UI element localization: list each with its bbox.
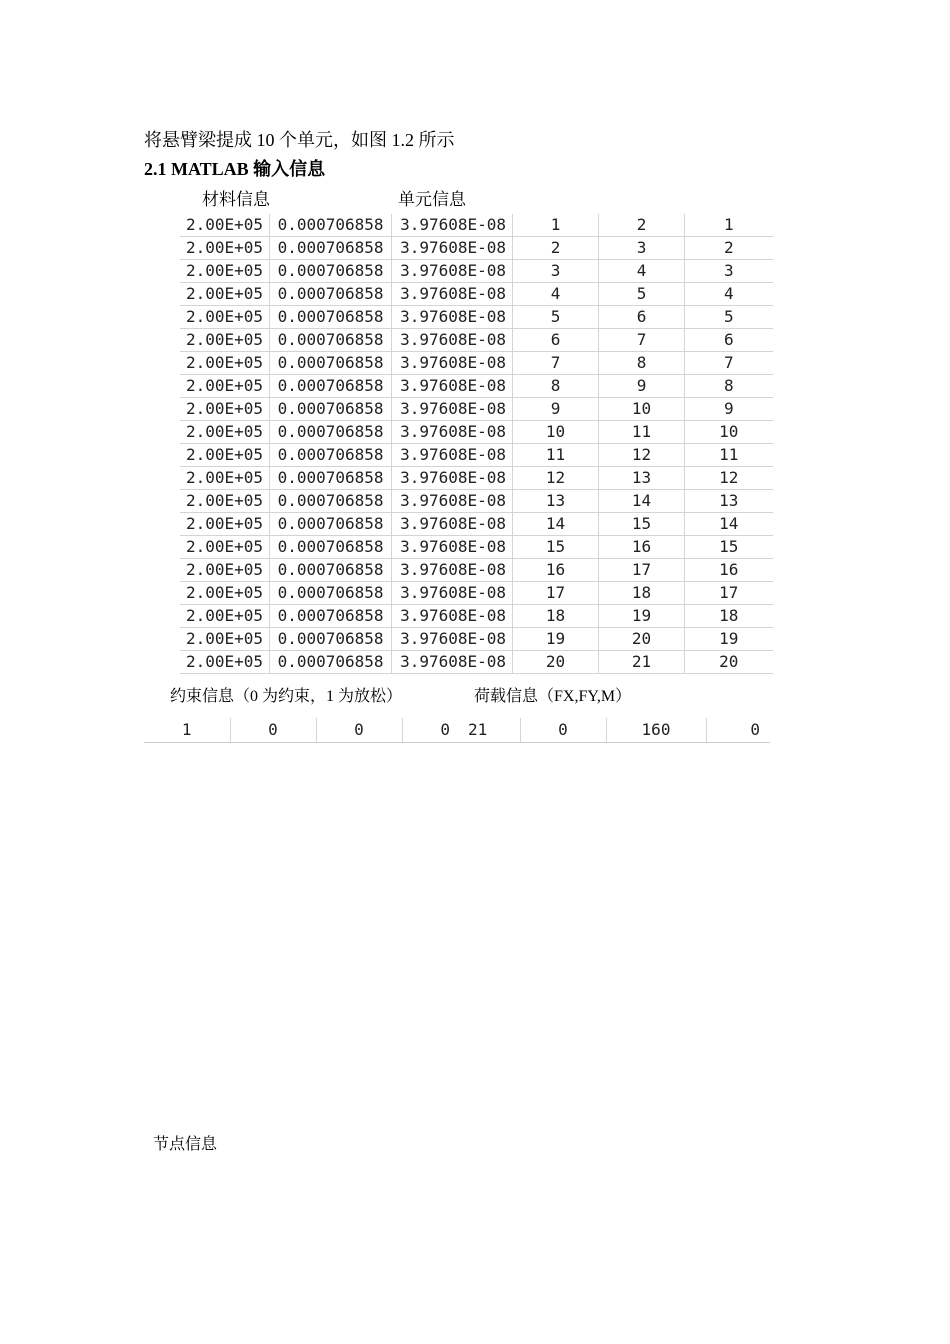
table-cell: 8 bbox=[513, 375, 599, 398]
table-cell: 13 bbox=[685, 490, 773, 513]
table-cell: 0.000706858 bbox=[270, 628, 392, 651]
table-cell: 0.000706858 bbox=[270, 421, 392, 444]
table-row bbox=[180, 283, 773, 306]
table-cell: 3 bbox=[685, 260, 773, 283]
constraint-row bbox=[144, 718, 488, 743]
table-cell: 8 bbox=[599, 352, 685, 375]
table-row bbox=[180, 260, 773, 283]
table-cell: 0.000706858 bbox=[270, 467, 392, 490]
table-cell: 3.97608E-08 bbox=[392, 214, 513, 237]
constraint-cell: 0 bbox=[230, 718, 316, 743]
table-cell: 3.97608E-08 bbox=[392, 444, 513, 467]
table-cell: 15 bbox=[685, 536, 773, 559]
constraint-cell: 1 bbox=[144, 718, 230, 743]
table-cell: 3.97608E-08 bbox=[392, 329, 513, 352]
table-cell: 3.97608E-08 bbox=[392, 628, 513, 651]
table-cell: 3.97608E-08 bbox=[392, 467, 513, 490]
element-info-label: 单元信息 bbox=[398, 190, 466, 209]
table-cell: 3.97608E-08 bbox=[392, 398, 513, 421]
table-cell: 2.00E+05 bbox=[180, 444, 270, 467]
table-cell: 14 bbox=[599, 490, 685, 513]
table-cell: 0.000706858 bbox=[270, 237, 392, 260]
table-row bbox=[180, 490, 773, 513]
table-cell: 4 bbox=[513, 283, 599, 306]
table-cell: 18 bbox=[513, 605, 599, 628]
table-cell: 3.97608E-08 bbox=[392, 513, 513, 536]
table-cell: 16 bbox=[685, 559, 773, 582]
table-cell: 12 bbox=[685, 467, 773, 490]
table-cell: 10 bbox=[513, 421, 599, 444]
table-cell: 2.00E+05 bbox=[180, 467, 270, 490]
table-cell: 2.00E+05 bbox=[180, 375, 270, 398]
table-cell: 2.00E+05 bbox=[180, 306, 270, 329]
table-cell: 20 bbox=[513, 651, 599, 674]
table-cell: 2.00E+05 bbox=[180, 513, 270, 536]
table-cell: 18 bbox=[599, 582, 685, 605]
table-row bbox=[180, 214, 773, 237]
table-cell: 16 bbox=[599, 536, 685, 559]
table-cell: 1 bbox=[685, 214, 773, 237]
table-cell: 3.97608E-08 bbox=[392, 536, 513, 559]
table-cell: 14 bbox=[513, 513, 599, 536]
table-cell: 5 bbox=[599, 283, 685, 306]
element-table bbox=[180, 214, 773, 674]
table-cell: 6 bbox=[685, 329, 773, 352]
table-cell: 3 bbox=[513, 260, 599, 283]
load-cell: 160 bbox=[606, 718, 706, 743]
table-cell: 4 bbox=[599, 260, 685, 283]
table-row bbox=[180, 329, 773, 352]
table-row bbox=[180, 375, 773, 398]
table-cell: 0.000706858 bbox=[270, 375, 392, 398]
table-cell: 7 bbox=[513, 352, 599, 375]
table-cell: 11 bbox=[685, 444, 773, 467]
table-cell: 9 bbox=[513, 398, 599, 421]
table-row bbox=[180, 421, 773, 444]
constraint-table bbox=[144, 718, 488, 743]
table-cell: 0.000706858 bbox=[270, 536, 392, 559]
section-heading: 2.1 MATLAB 输入信息 bbox=[144, 159, 326, 179]
table-row bbox=[180, 513, 773, 536]
constraint-cell: 0 bbox=[316, 718, 402, 743]
table-row bbox=[180, 536, 773, 559]
table-cell: 0.000706858 bbox=[270, 651, 392, 674]
table-cell: 2.00E+05 bbox=[180, 352, 270, 375]
table-cell: 18 bbox=[685, 605, 773, 628]
table-cell: 3.97608E-08 bbox=[392, 605, 513, 628]
table-cell: 0.000706858 bbox=[270, 444, 392, 467]
table-cell: 3.97608E-08 bbox=[392, 352, 513, 375]
table-cell: 0.000706858 bbox=[270, 398, 392, 421]
table-cell: 0.000706858 bbox=[270, 605, 392, 628]
load-row bbox=[458, 718, 770, 743]
table-cell: 2.00E+05 bbox=[180, 260, 270, 283]
table-row bbox=[180, 306, 773, 329]
table-cell: 13 bbox=[599, 467, 685, 490]
table-cell: 6 bbox=[513, 329, 599, 352]
table-cell: 12 bbox=[599, 444, 685, 467]
table-cell: 19 bbox=[513, 628, 599, 651]
table-cell: 2.00E+05 bbox=[180, 651, 270, 674]
table-cell: 2.00E+05 bbox=[180, 582, 270, 605]
table-cell: 9 bbox=[685, 398, 773, 421]
table-cell: 3 bbox=[599, 237, 685, 260]
table-cell: 15 bbox=[513, 536, 599, 559]
table-cell: 2.00E+05 bbox=[180, 329, 270, 352]
table-row bbox=[180, 467, 773, 490]
table-cell: 15 bbox=[599, 513, 685, 536]
table-cell: 0.000706858 bbox=[270, 582, 392, 605]
table-cell: 10 bbox=[685, 421, 773, 444]
table-cell: 7 bbox=[685, 352, 773, 375]
table-cell: 2 bbox=[599, 214, 685, 237]
table-cell: 12 bbox=[513, 467, 599, 490]
table-cell: 2 bbox=[685, 237, 773, 260]
table-cell: 2.00E+05 bbox=[180, 490, 270, 513]
table-cell: 0.000706858 bbox=[270, 559, 392, 582]
table-cell: 0.000706858 bbox=[270, 490, 392, 513]
table-cell: 0.000706858 bbox=[270, 329, 392, 352]
table-cell: 0.000706858 bbox=[270, 283, 392, 306]
table-cell: 17 bbox=[513, 582, 599, 605]
table-cell: 2 bbox=[513, 237, 599, 260]
table-row bbox=[180, 237, 773, 260]
table-cell: 3.97608E-08 bbox=[392, 260, 513, 283]
table-cell: 2.00E+05 bbox=[180, 237, 270, 260]
table-cell: 3.97608E-08 bbox=[392, 421, 513, 444]
load-cell: 0 bbox=[706, 718, 770, 743]
table-cell: 0.000706858 bbox=[270, 260, 392, 283]
table-row bbox=[180, 605, 773, 628]
table-row bbox=[180, 651, 773, 674]
table-cell: 2.00E+05 bbox=[180, 283, 270, 306]
table-row bbox=[180, 352, 773, 375]
table-cell: 20 bbox=[599, 628, 685, 651]
table-cell: 3.97608E-08 bbox=[392, 582, 513, 605]
table-cell: 1 bbox=[513, 214, 599, 237]
table-cell: 10 bbox=[599, 398, 685, 421]
load-table bbox=[458, 718, 770, 743]
table-cell: 4 bbox=[685, 283, 773, 306]
constraint-cell: 0 bbox=[402, 718, 488, 743]
table-cell: 3.97608E-08 bbox=[392, 283, 513, 306]
table-cell: 0.000706858 bbox=[270, 214, 392, 237]
table-cell: 14 bbox=[685, 513, 773, 536]
table-cell: 2.00E+05 bbox=[180, 214, 270, 237]
table-cell: 2.00E+05 bbox=[180, 398, 270, 421]
load-cell: 0 bbox=[520, 718, 606, 743]
table-cell: 0.000706858 bbox=[270, 306, 392, 329]
table-cell: 11 bbox=[599, 421, 685, 444]
table-cell: 6 bbox=[599, 306, 685, 329]
table-row bbox=[180, 559, 773, 582]
table-cell: 19 bbox=[685, 628, 773, 651]
table-cell: 5 bbox=[685, 306, 773, 329]
table-row bbox=[180, 444, 773, 467]
table-cell: 7 bbox=[599, 329, 685, 352]
table-cell: 5 bbox=[513, 306, 599, 329]
table-cell: 17 bbox=[685, 582, 773, 605]
constraint-info-label: 约束信息（0 为约束，1 为放松） bbox=[170, 688, 403, 705]
table-cell: 3.97608E-08 bbox=[392, 237, 513, 260]
table-cell: 13 bbox=[513, 490, 599, 513]
node-info-label: 节点信息 bbox=[153, 1136, 218, 1153]
intro-paragraph: 将悬臂梁提成 10 个单元，如图 1.2 所示 bbox=[144, 130, 455, 150]
table-cell: 3.97608E-08 bbox=[392, 490, 513, 513]
table-cell: 0.000706858 bbox=[270, 352, 392, 375]
table-cell: 16 bbox=[513, 559, 599, 582]
table-cell: 9 bbox=[599, 375, 685, 398]
table-cell: 21 bbox=[599, 651, 685, 674]
table-cell: 2.00E+05 bbox=[180, 559, 270, 582]
table-cell: 3.97608E-08 bbox=[392, 651, 513, 674]
table-cell: 2.00E+05 bbox=[180, 536, 270, 559]
table-cell: 2.00E+05 bbox=[180, 421, 270, 444]
table-cell: 3.97608E-08 bbox=[392, 306, 513, 329]
table-cell: 17 bbox=[599, 559, 685, 582]
table-cell: 3.97608E-08 bbox=[392, 559, 513, 582]
table-cell: 11 bbox=[513, 444, 599, 467]
table-cell: 2.00E+05 bbox=[180, 628, 270, 651]
table-cell: 8 bbox=[685, 375, 773, 398]
table-row bbox=[180, 582, 773, 605]
table-cell: 20 bbox=[685, 651, 773, 674]
table-cell: 19 bbox=[599, 605, 685, 628]
load-info-label: 荷载信息（FX,FY,M） bbox=[474, 688, 632, 705]
table-row bbox=[180, 398, 773, 421]
table-cell: 0.000706858 bbox=[270, 513, 392, 536]
load-cell: 21 bbox=[458, 718, 520, 743]
table-row bbox=[180, 628, 773, 651]
table-cell: 2.00E+05 bbox=[180, 605, 270, 628]
material-info-label: 材料信息 bbox=[202, 190, 270, 209]
table-cell: 3.97608E-08 bbox=[392, 375, 513, 398]
